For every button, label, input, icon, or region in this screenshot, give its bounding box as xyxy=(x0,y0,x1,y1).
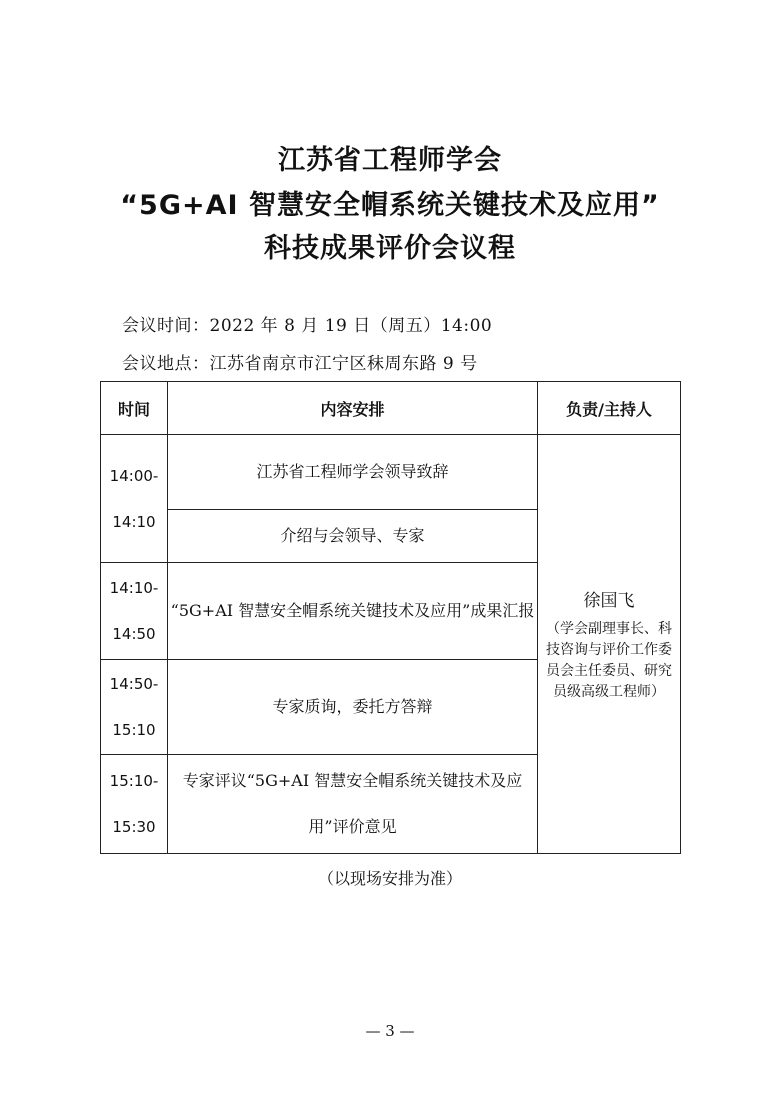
time-start: 14:50- xyxy=(109,675,159,693)
header-time: 时间 xyxy=(101,382,168,435)
host-name: 徐国飞 xyxy=(583,590,635,611)
agenda-table xyxy=(100,381,681,854)
page-number: — 3 — xyxy=(365,1022,415,1040)
footnote: （以现场安排为准） xyxy=(317,869,462,888)
row-time xyxy=(101,563,168,660)
row-content: “5G+AI 智慧安全帽系统关键技术及应用”成果汇报 xyxy=(168,563,538,660)
row-time xyxy=(101,755,168,854)
row-content: 专家评议“5G+AI 智慧安全帽系统关键技术及应用”评价意见 xyxy=(168,755,538,854)
time-start: 15:10- xyxy=(109,772,159,790)
row-content: 江苏省工程师学会领导致辞 xyxy=(168,435,538,510)
doc-title-line1: 江苏省工程师学会 xyxy=(278,145,502,176)
meeting-place: 会议地点：江苏省南京市江宁区秣周东路 9 号 xyxy=(122,354,478,374)
table-row xyxy=(101,435,681,510)
time-end: 15:30 xyxy=(112,818,156,836)
table-header-row xyxy=(101,382,681,435)
row-content: 专家质询，委托方答辩 xyxy=(168,660,538,755)
time-start: 14:00- xyxy=(109,466,159,485)
header-content: 内容安排 xyxy=(168,382,538,435)
row-time xyxy=(101,660,168,755)
time-end: 14:10 xyxy=(112,512,156,531)
meeting-time: 会议时间：2022 年 8 月 19 日（周五）14:00 xyxy=(122,316,493,336)
row-content: 介绍与会领导、专家 xyxy=(168,510,538,563)
header-host: 负责/主持人 xyxy=(538,382,681,435)
row-time xyxy=(101,435,168,563)
host-note: （学会副理事长、科技咨询与评价工作委员会主任委员、研究员级高级工程师） xyxy=(546,620,672,700)
time-start: 14:10- xyxy=(109,579,159,597)
doc-title-line3: 科技成果评价会议程 xyxy=(264,233,516,264)
doc-title-line2: “5G+AI 智慧安全帽系统关键技术及应用” xyxy=(120,190,660,221)
time-end: 15:10 xyxy=(112,721,156,739)
host-cell xyxy=(538,435,681,854)
time-end: 14:50 xyxy=(112,625,156,643)
